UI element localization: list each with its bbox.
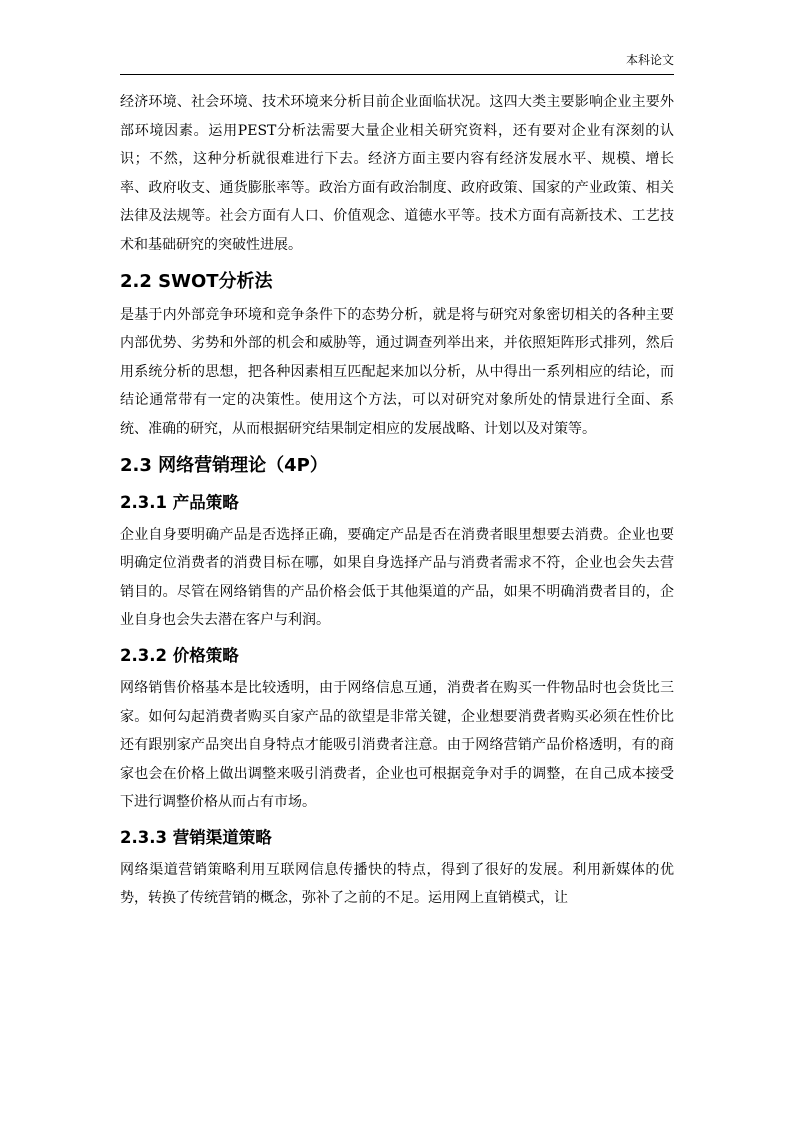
- heading-swot: 2.2 SWOT分析法: [120, 270, 273, 292]
- header-label: 本科论文: [625, 53, 674, 67]
- heading-price-strategy: 2.3.2 价格策略: [120, 645, 239, 665]
- paragraph-product-strategy: 企业自身要明确产品是否选择正确，要确定产品是否在消费者眼里想要去消费。企业也要明确定位消费者的消费目标在哪，如果自身选择产品与消费者需求不符，企业也会失去营销目的。尽管在网络销售的产品价格会低于其他渠道的产品，如果不明确消费者目的，企业自身也会失去潜在客户与利润。: [120, 526, 674, 629]
- heading-channel-strategy: 2.3.3 营销渠道策略: [120, 827, 272, 847]
- paragraph-pest-intro: 经济环境、社会环境、技术环境来分析目前企业面临状况。这四大类主要影响企业主要外部环境因素。运用PEST分析法需要大量企业相关研究资料，还有要对企业有深刻的认识；不然，这种分析就很难进行下去。经济方面主要内容有经济发展水平、规模、增长率、政府收支、通货膨胀率等。政治方面有政治制度、政府政策、国家的产业政策、相关法律及法规等。社会方面有人口、价值观念、道德水平等。技术方面有高新技术、工艺技术和基础研究的突破性进展。: [120, 94, 674, 253]
- page-content: [120, 88, 674, 913]
- heading-product-strategy: 2.3.1 产品策略: [120, 492, 239, 512]
- paragraph-channel-strategy: 网络渠道营销策略利用互联网信息传播快的特点，得到了很好的发展。利用新媒体的优势，转换了传统营销的概念，弥补了之前的不足。运用网上直销模式，让: [120, 861, 674, 907]
- paragraph-price-strategy: 网络销售价格基本是比较透明，由于网络信息互通，消费者在购买一件物品时也会货比三家。如何勾起消费者购买自家产品的欲望是非常关键，企业想要消费者购买必须在性价比还有跟别家产品突出自身特点才能吸引消费者注意。由于网络营销产品价格透明，有的商家也会在价格上做出调整来吸引消费者，企业也可根据竞争对手的调整，在自己成本接受下进行调整价格从而占有市场。: [120, 679, 674, 811]
- page-header: [120, 44, 674, 75]
- paragraph-swot: 是基于内外部竞争环境和竞争条件下的态势分析，就是将与研究对象密切相关的各种主要内部优势、劣势和外部的机会和威胁等，通过调查列举出来，并依照矩阵形式排列，然后用系统分析的思想，把各种因素相互匹配起来加以分析，从中得出一系列相应的结论，而结论通常带有一定的决策性。使用这个方法，可以对研究对象所处的情景进行全面、系统、准确的研究，从而根据研究结果制定相应的发展战略、计划以及对策等。: [120, 306, 674, 437]
- heading-4p-theory: 2.3 网络营销理论（4P）: [120, 454, 328, 476]
